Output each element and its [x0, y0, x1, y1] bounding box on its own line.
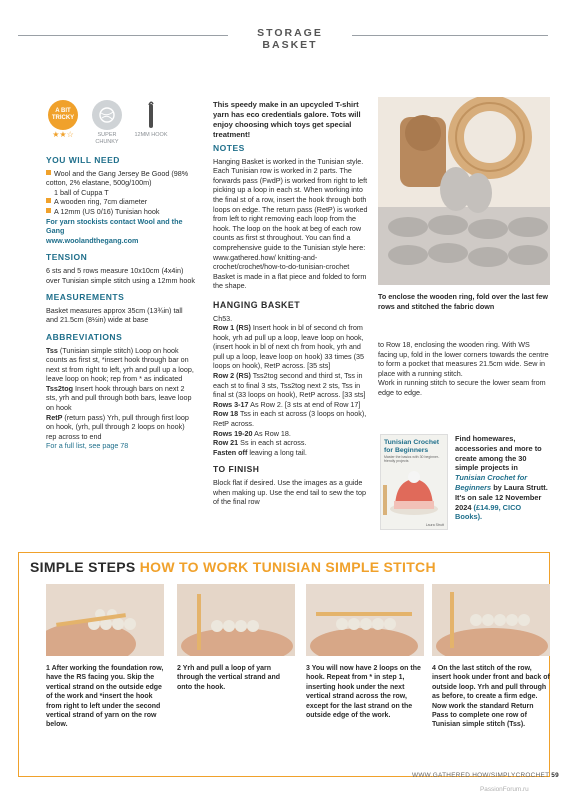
tension-heading: TENSION — [46, 252, 88, 263]
middle-column — [213, 100, 373, 507]
difficulty-circle — [48, 100, 78, 130]
difficulty-label: A BIT TRICKY — [51, 108, 75, 121]
abbreviations-heading: ABBREVIATIONS — [46, 331, 123, 342]
book-author: Laura Strutt — [425, 522, 444, 527]
notes-text: Hanging Basket is worked in the Tunisian style. Each Tunisian row is worked in 2 parts. The forwards pass (FwdP) is worked from right to left picking up a loop in each st. When working into the final st of a row, insert the hook through both loops on edge. The return pass (RetP) is worked from left to right removing each loop from the hook. The loop on the hook at beg of each row counts as first st throughout. You can find a comprehensive guide to the Tunisian style here: www.gathered.how/ knitting-and-crochet/crochet/how-to-do-tunisian-crochet — [213, 156, 368, 272]
pattern-row: Rows 3-17 As Row 2. [3 sts at end of Row 17] — [213, 399, 361, 409]
page-header — [0, 22, 566, 50]
difficulty-stars: ★★☆ — [52, 130, 74, 139]
pattern-row: Row 21 Ss in each st across. — [213, 438, 307, 448]
stockist-url[interactable]: www.woolandthegang.com — [46, 235, 139, 245]
pattern-heading: HANGING BASKET — [213, 299, 301, 310]
measurements-text: Basket measures approx 35cm (13¾in) tall and 21.5cm (8½in) wide at base — [46, 305, 183, 325]
bullet-square-icon — [46, 170, 51, 175]
pattern-row: Row 2 (RS) Tss2tog second and third st, Tss in each st to final 3 sts, Tss2tog next 2 sts, Tss in final st (33 loops on hook), RetP across. [33 sts] — [213, 371, 366, 400]
materials-item: Wool and the Gang Jersey Be Good (98% cotton, 2% elastane, 500g/100m) — [46, 168, 189, 188]
watermark: PassionForum.ru — [480, 786, 529, 793]
step-2-photo — [177, 584, 295, 656]
book-subtitle: Master the basics with 30 beginner-friendly projects — [384, 455, 440, 464]
difficulty-badge — [46, 100, 80, 139]
yarn-weight-label: SUPER CHUNKY — [95, 132, 119, 145]
abbrev-item: RetP (return pass) Yrh, pull through first loop on hook, (yrh, pull through 2 loops on hook) rep across to end — [46, 412, 189, 441]
step-2-text: 2 Yrh and pull a loop of yarn through the vertical strand and onto the hook. — [177, 665, 281, 691]
bullet-square-icon — [46, 208, 51, 213]
pattern-row: Fasten off leaving a long tail. — [213, 447, 307, 457]
photo-caption: To enclose the wooden ring, fold over the last few rows and stitched the fabric down — [378, 292, 548, 311]
step-4-text: 4 On the last stitch of the row, insert hook under front and back of outside loop. Yrh and pull through as before, to create a firm edge. Now work the standard Return Pass to complete one row of Tunisian simple stitch (Tss). — [432, 665, 550, 729]
bullet-square-icon — [46, 198, 51, 203]
step-4-photo — [432, 584, 550, 656]
materials-item: 1 ball of Cuppa T — [54, 187, 109, 197]
page-footer — [412, 772, 559, 779]
book-title: Tunisian Crochet for Beginners — [384, 439, 440, 454]
notes-text-2: Basket is made in a flat piece and folded to form the shape. — [213, 271, 367, 291]
skill-badges — [46, 100, 196, 148]
page-number: 59 — [551, 772, 559, 779]
materials-item: A wooden ring, 7cm diameter — [46, 197, 196, 207]
step-1-photo — [46, 584, 164, 656]
step-3-text: 3 You will now have 2 loops on the hook. Repeat from * in step 1, inserting hook under the next vertical strand across the row, except for the last strand on the outside edge of the work. — [306, 665, 421, 720]
tension-text: 6 sts and 5 rows measure 10x10cm (4x4in) over Tunisian simple stitch using a 12mm hook — [46, 265, 196, 285]
simple-steps-title: SIMPLE STEPS HOW TO WORK TUNISIAN SIMPLE STITCH — [30, 559, 436, 575]
book-cover — [380, 434, 448, 530]
header-rule-left — [18, 35, 228, 36]
abbrev-item: Tss2tog Insert hook through bars on next 2 sts, yrh and pull through both bars, leave loop on hook — [46, 383, 192, 413]
basket-ring-photo — [378, 97, 550, 285]
hook-size-label: 12MM HOOK — [134, 132, 168, 138]
book-hat-illustration — [381, 465, 447, 517]
pattern-row: Row 1 (RS) Insert hook in bl of second ch from hook, yrh ad pull up a loop, leave loop on hook, (insert hook in bl of next ch from hook, yrh and pull up a loop, leave loop on hook) 33 times (35 loops on hook), RetP across. [35 sts] — [213, 323, 365, 371]
page-section-title: STORAGE BASKET — [257, 27, 323, 51]
pattern-row: Rows 19-20 As Row 18. — [213, 428, 291, 438]
intro-text: This speedy make in an upcycled T-shirt yarn has eco credentials galore. Tots will enjoy choosing which toys get special treatment! — [213, 100, 361, 139]
hook-size-badge — [134, 100, 168, 139]
footer-url[interactable]: WWW.GATHERED.HOW/SIMPLYCROCHET — [412, 772, 550, 779]
crochet-hook-icon — [136, 100, 166, 130]
book-promo: Find homewares, accessories and more to create among the 30 simple projects in Tunisian Crochet for Beginners by Laura Strutt. It's on sale 12 November 2024 (£14.99, CICO Books). — [455, 434, 548, 522]
left-column — [46, 100, 196, 451]
pattern-row: Row 18 Tss in each st across (3 loops on hook), RetP across. — [213, 409, 367, 429]
step-1-text: 1 After working the foundation row, have the RS facing you. Skip the vertical strand on the outside edge of the work and *insert the hook from right to left under the second vertical strand of yarn on the row below. — [46, 665, 164, 729]
step-3-photo — [306, 584, 424, 656]
materials-item: A 12mm (US 0/16) Tunisian hook — [46, 207, 196, 217]
stockists-note: For yarn stockists contact Wool and the Gang — [46, 216, 183, 236]
yarn-ball-icon — [92, 100, 122, 130]
finish-continued-2: Work in running stitch to secure the lower seam from edge to edge. — [378, 378, 546, 397]
abbrev-more-link[interactable]: For a full list, see page 78 — [46, 441, 129, 451]
abbrev-item: Tss (Tunisian simple stitch) Loop on hook counts as first st, *insert hook through bar on next st from right to left, yrh and pull up a loop, leave loop on hook; rep from * as indicated — [46, 345, 194, 384]
notes-heading: NOTES — [213, 143, 245, 153]
yarn-weight-badge — [90, 100, 124, 145]
header-rule-right — [352, 35, 548, 36]
finish-continued: to Row 18, enclosing the wooden ring. With WS facing up, fold in the lower corners towards the centre to form a pocket that measures 21.5cm wide. Sew in place with a running stitch. — [378, 340, 549, 378]
you-will-need-heading: YOU WILL NEED — [46, 155, 120, 165]
pattern-chain: Ch53. — [213, 313, 233, 323]
right-column-text — [378, 340, 550, 398]
measurements-heading: MEASUREMENTS — [46, 292, 125, 303]
finish-text: Block flat if desired. Use the images as a guide when making up. Use the end tail to sew the top of the final row — [213, 478, 367, 507]
finish-heading: TO FINISH — [213, 464, 260, 475]
